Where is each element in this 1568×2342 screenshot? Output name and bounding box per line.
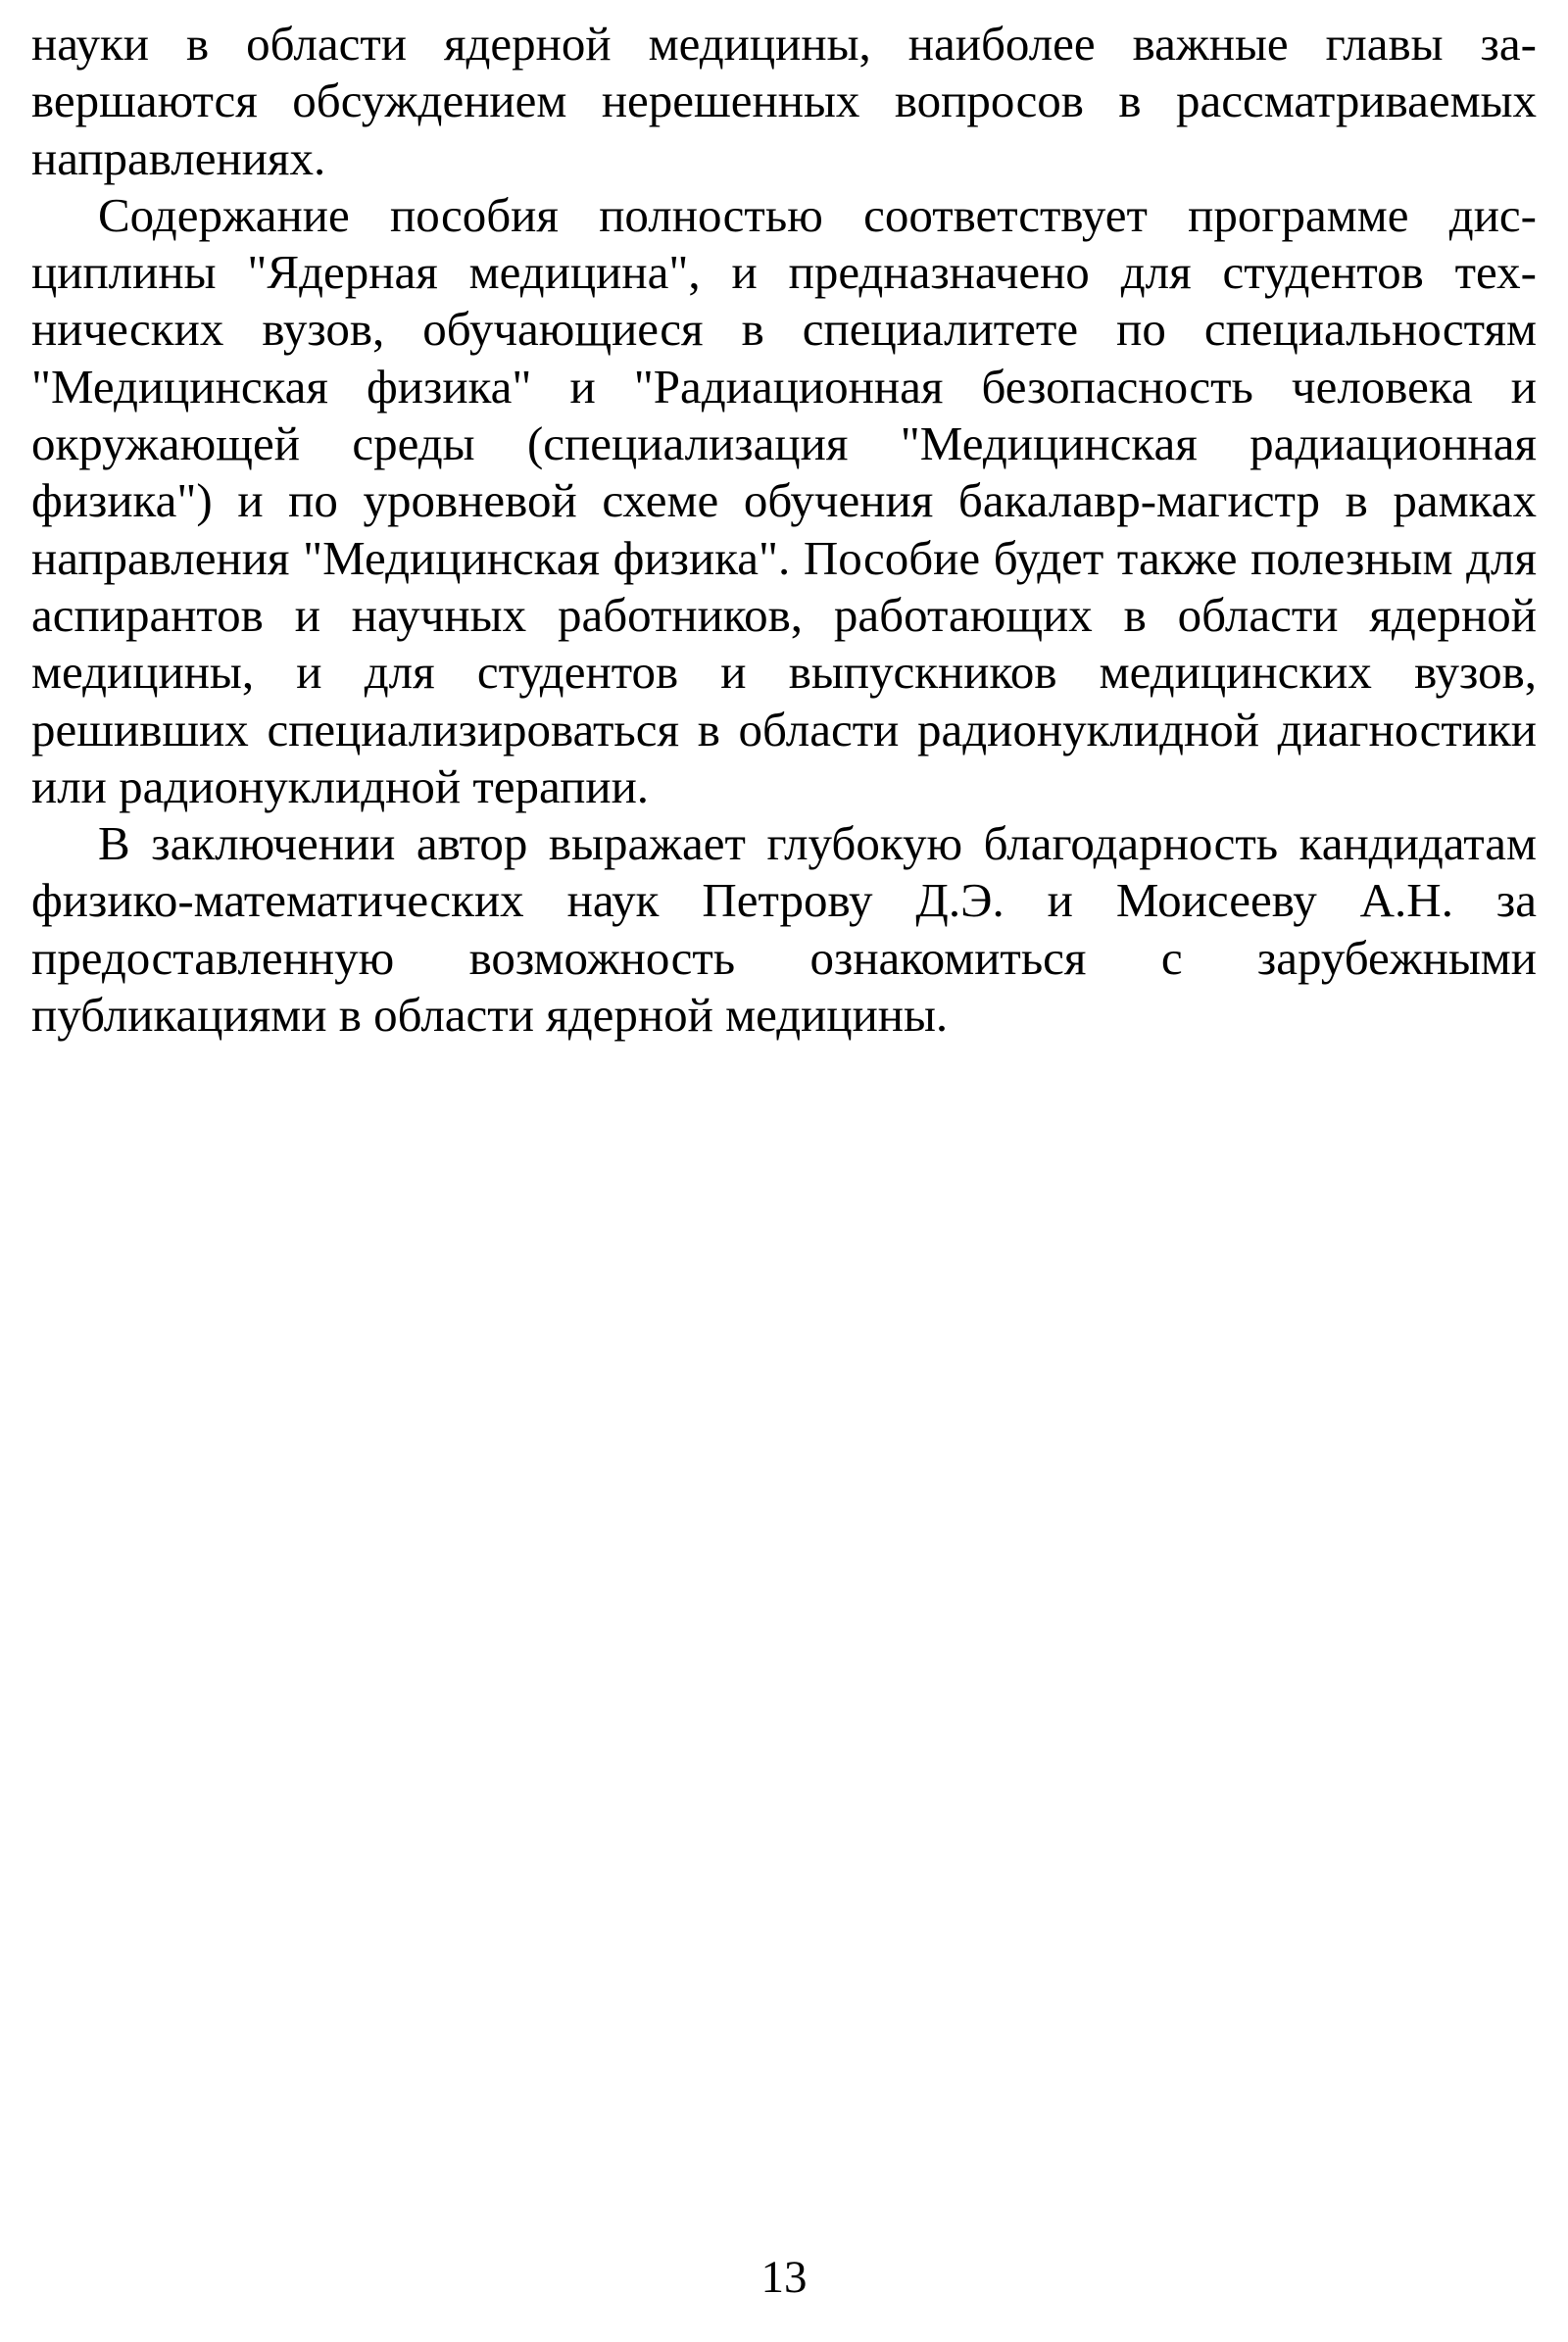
paragraph-continuation: науки в области ядерной медицины, наиболее важные главы завершаются обсуждением нерешенных вопросов в рассматриваемых направлениях. bbox=[31, 17, 1537, 185]
paragraph-content-description: Содержание пособия полностью соответствует программе дисциплины "Ядерная медицина", и предназначено для студентов технических вузов, обучающиеся в специалитете по специальностям "Медицинская физика" и "Радиационная безопасность человека и окружающей среды (специализация "Медицинская радиационная физика") и по уровневой схеме обучения бакалавр-магистр в рамках направления "Медицинская физика". Пособие будет также полезным для аспирантов и научных работников, работающих в области ядерной медицины, и для студентов и выпускников медицинских вузов, решивших специализироваться в области радионуклидной диагностики или радионуклидной терапии. bbox=[31, 187, 1537, 813]
paragraph-acknowledgements: В заключении автор выражает глубокую благодарность кандидатам физико-математических наук Петрову Д.Э. и Моисееву А.Н. за предоставленную возможность ознакомиться с зарубежными публикациями в области ядерной медицины. bbox=[31, 816, 1537, 1043]
body-text bbox=[31, 16, 1537, 1044]
page-number: 13 bbox=[760, 2252, 808, 2303]
